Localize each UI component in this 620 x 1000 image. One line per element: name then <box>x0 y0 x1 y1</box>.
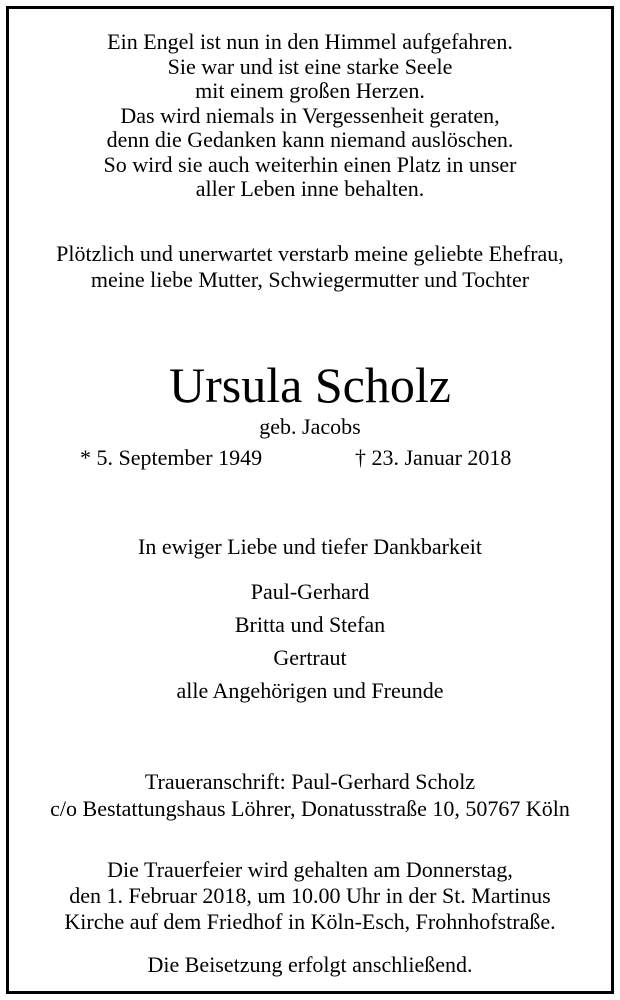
poem-line: mit einem großen Herzen. <box>195 78 425 103</box>
death-announcement <box>9 241 611 293</box>
mourner-name: Britta und Stefan <box>234 612 386 637</box>
deceased-name: Ursula Scholz <box>169 357 451 413</box>
funeral-line: Kirche auf dem Friedhof in Köln-Esch, Frohnhofstraße. <box>64 909 556 934</box>
funeral-details <box>9 857 611 935</box>
burial-note: Die Beisetzung erfolgt anschließend. <box>147 952 473 977</box>
poem-line: So wird sie auch weiterhin einen Platz in unser <box>103 151 517 177</box>
announcement-line: Plötzlich und unerwartet verstarb meine geliebte Ehefrau, <box>56 241 564 266</box>
dedication-line: In ewiger Liebe und tiefer Dankbarkeit <box>138 534 482 559</box>
poem-line: Das wird niemals in Vergessenheit geraten, <box>120 102 500 128</box>
birth-name: geb. Jacobs <box>259 414 361 439</box>
address-line: Traueranschrift: Paul-Gerhard Scholz <box>144 769 476 794</box>
condolence-address <box>9 768 611 822</box>
poem-line: aller Leben inne behalten. <box>195 176 425 201</box>
memorial-poem <box>9 30 611 202</box>
poem-line: Sie war und ist eine starke Seele <box>167 53 453 79</box>
announcement-line: meine liebe Mutter, Schwiegermutter und Tochter <box>90 267 530 292</box>
mourner-names <box>9 575 611 674</box>
poem-line: denn die Gedanken kann niemand auslöschen. <box>106 127 514 152</box>
birth-date: * 5. September 1949 <box>80 445 263 470</box>
mourner-name: Gertraut <box>273 645 347 670</box>
funeral-line: Die Trauerfeier wird gehalten am Donnerstag, <box>107 857 513 882</box>
poem-line: Ein Engel ist nun in den Himmel aufgefahren. <box>107 29 513 54</box>
address-line: c/o Bestattungshaus Löhrer, Donatusstraße 10, 50767 Köln <box>50 796 570 821</box>
relatives-line: alle Angehörigen und Freunde <box>176 678 444 703</box>
funeral-line: den 1. Februar 2018, um 10.00 Uhr in der St. Martinus <box>69 883 551 908</box>
mourner-name: Paul-Gerhard <box>250 579 370 604</box>
death-date: † 23. Januar 2018 <box>355 445 512 470</box>
